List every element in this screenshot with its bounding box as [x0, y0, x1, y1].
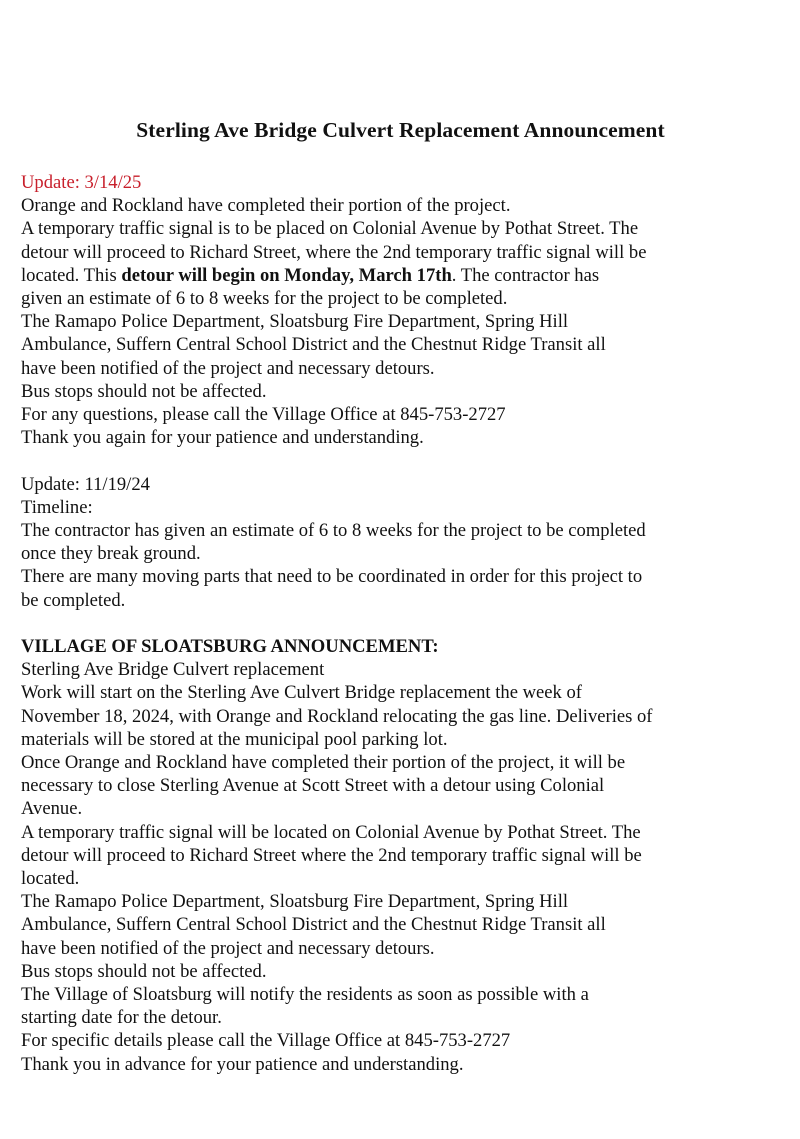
announcement-line: Avenue.	[21, 798, 83, 820]
announcement-line: A temporary traffic signal will be located on Colonial Avenue by Pothat Street. The	[21, 821, 641, 843]
announcement-line: Ambulance, Suffern Central School District and the Chestnut Ridge Transit all	[21, 914, 606, 936]
announcement-line: Thank you in advance for your patience and understanding.	[21, 1053, 464, 1075]
announcement-line: Bus stops should not be affected.	[21, 960, 267, 982]
update-line: Orange and Rockland have completed their portion of the project.	[21, 195, 511, 217]
update-line: once they break ground.	[21, 543, 201, 565]
page-title: Sterling Ave Bridge Culvert Replacement Announcement	[136, 118, 665, 142]
update-line	[21, 264, 780, 287]
update-line: detour will proceed to Richard Street, where the 2nd temporary traffic signal will be	[21, 241, 647, 263]
village-announcement-section	[21, 635, 780, 1076]
announcement-line: Once Orange and Rockland have completed their portion of the project, it will be	[21, 752, 626, 774]
announcement-line: The Ramapo Police Department, Sloatsburg Fire Department, Spring Hill	[21, 891, 569, 913]
section-spacer	[21, 612, 780, 635]
update-line: Bus stops should not be affected.	[21, 380, 267, 402]
detour-start-date: detour will begin on Monday, March 17th	[121, 264, 452, 286]
update-line: The contractor has given an estimate of 6 to 8 weeks for the project to be completed	[21, 520, 646, 542]
update-line: Ambulance, Suffern Central School District and the Chestnut Ridge Transit all	[21, 334, 606, 356]
timeline-label: Timeline:	[21, 496, 93, 518]
announcement-heading: VILLAGE OF SLOATSBURG ANNOUNCEMENT:	[21, 636, 439, 658]
announcement-line: have been notified of the project and necessary detours.	[21, 937, 435, 959]
contact-line: For specific details please call the Village Office at 845-753-2727	[21, 1030, 511, 1052]
announcement-subtitle: Sterling Ave Bridge Culvert replacement	[21, 659, 325, 681]
announcement-line: The Village of Sloatsburg will notify the residents as soon as possible with a	[21, 984, 589, 1006]
update-date-label: Update: 11/19/24	[21, 473, 150, 495]
update-line: A temporary traffic signal is to be placed on Colonial Avenue by Pothat Street. The	[21, 218, 639, 240]
update-line: Thank you again for your patience and understanding.	[21, 427, 424, 449]
announcement-line: materials will be stored at the municipal pool parking lot.	[21, 728, 448, 750]
announcement-line: Work will start on the Sterling Ave Culvert Bridge replacement the week of	[21, 682, 582, 704]
section-spacer	[21, 449, 780, 472]
contact-line: For any questions, please call the Village Office at 845-753-2727	[21, 404, 506, 426]
announcement-line: detour will proceed to Richard Street where the 2nd temporary traffic signal will be	[21, 844, 642, 866]
update-2024-section	[21, 473, 780, 612]
update-line: given an estimate of 6 to 8 weeks for the project to be completed.	[21, 288, 508, 310]
announcement-line: necessary to close Sterling Avenue at Scott Street with a detour using Colonial	[21, 775, 605, 797]
announcement-line: located.	[21, 868, 80, 890]
update-line: The Ramapo Police Department, Sloatsburg Fire Department, Spring Hill	[21, 311, 569, 333]
announcement-line: starting date for the detour.	[21, 1007, 222, 1029]
update-line: have been notified of the project and necessary detours.	[21, 357, 435, 379]
text-fragment: located. This	[21, 264, 122, 286]
announcement-line: November 18, 2024, with Orange and Rockland relocating the gas line. Deliveries of	[21, 705, 653, 727]
update-date-label: Update: 3/14/25	[21, 172, 142, 193]
update-line: There are many moving parts that need to be coordinated in order for this project to	[21, 566, 643, 588]
update-2025-section	[21, 171, 780, 449]
update-line: be completed.	[21, 589, 126, 611]
text-fragment: . The contractor has	[451, 264, 600, 286]
